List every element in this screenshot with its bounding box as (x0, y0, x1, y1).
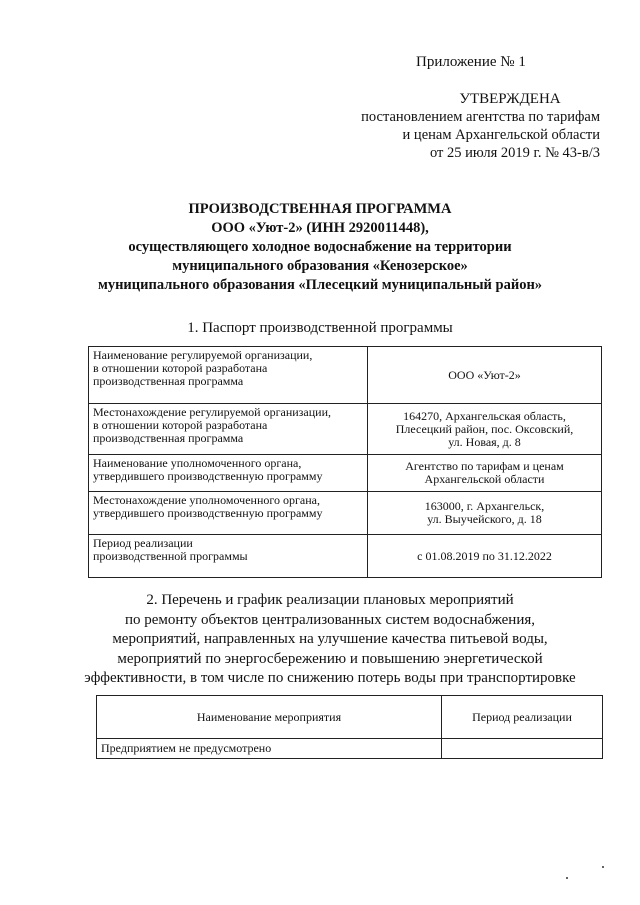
passport-value-cell: ООО «Уют-2» (368, 347, 602, 404)
table-header-row (97, 696, 603, 739)
approval-block (360, 90, 600, 162)
title-line: осуществляющего холодное водоснабжение на территории (128, 239, 512, 255)
title-line: ООО «Уют-2» (ИНН 2920011448), (211, 220, 429, 236)
passport-label-cell: Наименование уполномоченного органа, утвердившего производственную программу (89, 455, 368, 492)
title-line: ПРОИЗВОДСТВЕННАЯ ПРОГРАММА (188, 201, 452, 217)
section2-heading-line: мероприятий, направленных на улучшение качества питьевой воды, (112, 631, 548, 647)
table-row (97, 739, 603, 759)
column-header-event: Наименование мероприятия (97, 696, 442, 739)
approval-line: постановлением агентства по тарифам (361, 109, 600, 125)
passport-label-cell: Наименование регулируемой организации, в отношении которой разработана производственная программа (89, 347, 368, 404)
event-period-cell (442, 739, 603, 759)
section2-heading-line: мероприятий по энергосбережению и повышению энергетической (117, 650, 543, 667)
table-row (89, 492, 602, 535)
appendix-label: Приложение № 1 (416, 54, 526, 70)
section2-heading-line: по ремонту объектов централизованных систем водоснабжения, (124, 611, 535, 628)
title-line: муниципального образования «Плесецкий муниципальный район» (97, 277, 543, 293)
table-row (89, 455, 602, 492)
scan-speck (602, 866, 604, 868)
approval-line: и ценам Архангельской области (402, 127, 600, 143)
passport-value-cell: с 01.08.2019 по 31.12.2022 (368, 535, 602, 578)
approval-heading: УТВЕРЖДЕНА (459, 91, 561, 107)
passport-value-cell: 164270, Архангельская область, Плесецкий район, пос. Оксовский, ул. Новая, д. 8 (368, 404, 602, 455)
section1-heading: 1. Паспорт производственной программы (187, 320, 453, 336)
approval-line: от 25 июля 2019 г. № 43-в/3 (429, 145, 600, 161)
event-name-cell: Предприятием не предусмотрено (97, 739, 442, 759)
scan-speck (566, 877, 568, 879)
events-table (96, 695, 603, 759)
table-row (89, 535, 602, 578)
passport-label-cell: Местонахождение регулируемой организации, в отношении которой разработана производственная программа (89, 404, 368, 455)
section2-heading-line: 2. Перечень и график реализации плановых мероприятий (146, 592, 514, 608)
program-title (60, 200, 580, 295)
column-header-period: Период реализации (442, 696, 603, 739)
passport-table (88, 346, 602, 578)
section2-heading (60, 591, 600, 689)
table-row (89, 347, 602, 404)
passport-value-cell: 163000, г. Архангельск, ул. Выучейского, д. 18 (368, 492, 602, 535)
passport-label-cell: Местонахождение уполномоченного органа, утвердившего производственную программу (89, 492, 368, 535)
section2-heading-line: эффективности, в том числе по снижению потерь воды при транспортировке (84, 670, 576, 686)
passport-value-cell: Агентство по тарифам и ценам Архангельской области (368, 455, 602, 492)
passport-label-cell: Период реализации производственной программы (89, 535, 368, 578)
title-line: муниципального образования «Кенозерское» (172, 258, 468, 274)
table-row (89, 404, 602, 455)
